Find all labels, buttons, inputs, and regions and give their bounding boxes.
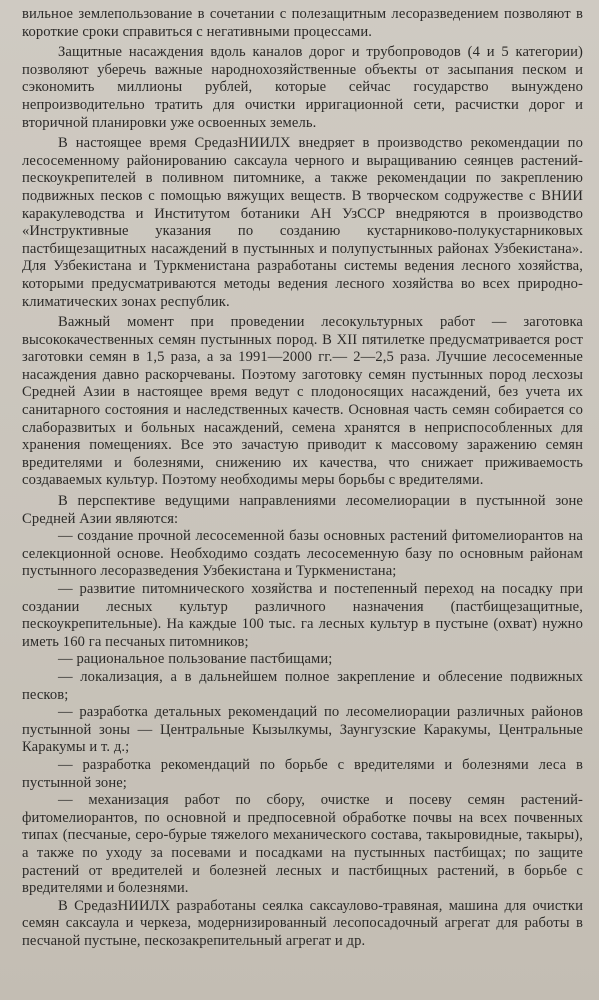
paragraph-2: Защитные насаждения вдоль каналов дорог и трубопроводов (4 и 5 категории) позволяют уберечь важные народнохозяйственные объекты от засыпания песком и сэкономить миллионы рублей, которые сейчас государство вынуждено непроизводительно тратить для очистки ирригационной сети, расчистки дорог и вторичной планировки уже освоенных земель. [22, 44, 583, 131]
list-item-regional-recommendations: — разработка детальных рекомендаций по лесомелиорации различных районов пустынной зоны — Центральные Кызылкумы, Заунгузские Каракумы, Центральные Каракумы и т. д.; [22, 704, 583, 756]
list-item-mechanization: — механизация работ по сбору, очистке и посеву семян растений-фитомелиорантов, по основной и предпосевной обработке почвы на всех почвенных типах (песчаные, серо-бурые тяжелого механического состава, такыровидные, такыры), а также по уходу за посевами и посадками на пустынных пастбищах; по защите растений от вредителей и болезней лесных и пастбищных растений, в борьбе с вредителями и болезнями. [22, 792, 583, 897]
list-item-pest-control: — разработка рекомендаций по борьбе с вредителями и болезнями леса в пустынной зоне; [22, 756, 583, 791]
paragraph-1: вильное землепользование в сочетании с полезащитным лесоразведением позволяют в короткие сроки справиться с негативными процессами. [22, 6, 583, 40]
list-item-seed-base: — создание прочной лесосеменной базы основных растений фитомелиорантов на селекционной основе. Необходимо создать лесосеменную базу по основным районам пустынного лесоразведения Узбекистана и Туркменистана; [22, 528, 583, 580]
paragraph-machinery: В СредазНИИЛХ разработаны сеялка саксаулово-травяная, машина для очистки семян саксаула и черкеза, модернизированный лесопосадочный агрегат для работы в песчаной пустыне, пескозакрепительный агрегат и др. [22, 897, 583, 949]
list-item-nursery: — развитие питомнического хозяйства и постепенный переход на посадку при создании лесных культур различного назначения (пастбищезащитные, пескоукрепительные). На каждые 100 тыс. га лесных культур в пустыне (охват) нужно иметь 160 га песчаных питомников; [22, 581, 583, 650]
list-item-sand-fixation: — локализация, а в дальнейшем полное закрепление и облесение подвижных песков; [22, 668, 583, 703]
list-item-pastures: — рациональное пользование пастбищами; [58, 651, 333, 668]
paragraph-3: В настоящее время СредазНИИЛХ внедряет в производство рекомендации по лесосеменному районированию саксаула черного и выращиванию сеянцев растений-пескоукрепителей в поливном питомнике, а также рекомендации по закреплению подвижных песков с помощью вяжущих веществ. В творческом содружестве с ВНИИ каракулеводства и Институтом ботаники АН УзССР внедряются в производство «Инструктивные указания по созданию кустарниково-полукустарниковых пастбищезащитных насаждений в пустынных и полупустынных районах Узбекистана». Для Узбекистана и Туркменистана разработаны системы ведения лесного хозяйства, которыми предусматриваются методы ведения лесного хозяйства во всех природно-климатических зонах республик. [22, 135, 583, 310]
paragraph-5: В перспективе ведущими направлениями лесомелиорации в пустынной зоне Средней Азии являются: [22, 493, 583, 527]
paragraph-4: Важный момент при проведении лесокультурных работ — заготовка высококачественных семян пустынных пород. В XII пятилетке предусматривается рост заготовки семян в 1,5 раза, а за 1991—2000 гг.— 2—2,5 раза. Лучшие лесосеменные насаждения давно раскорчеваны. Поэтому заготовку семян пустынных пород лесхозы Средней Азии в настоящее время ведут с плодоносящих насаждений, без учета их санитарного состояния и наследственных качеств. Основная часть семян собирается со слаборазвитых и больных насаждений, семена хранятся в неприспособленных для хранения помещениях. Все это зачастую приводит к массовому заражению семян вредителями и болезнями, снижению их качества, что снижает приживаемость создаваемых культур. Поэтому необходимы меры борьбы с вредителями. [22, 314, 583, 489]
